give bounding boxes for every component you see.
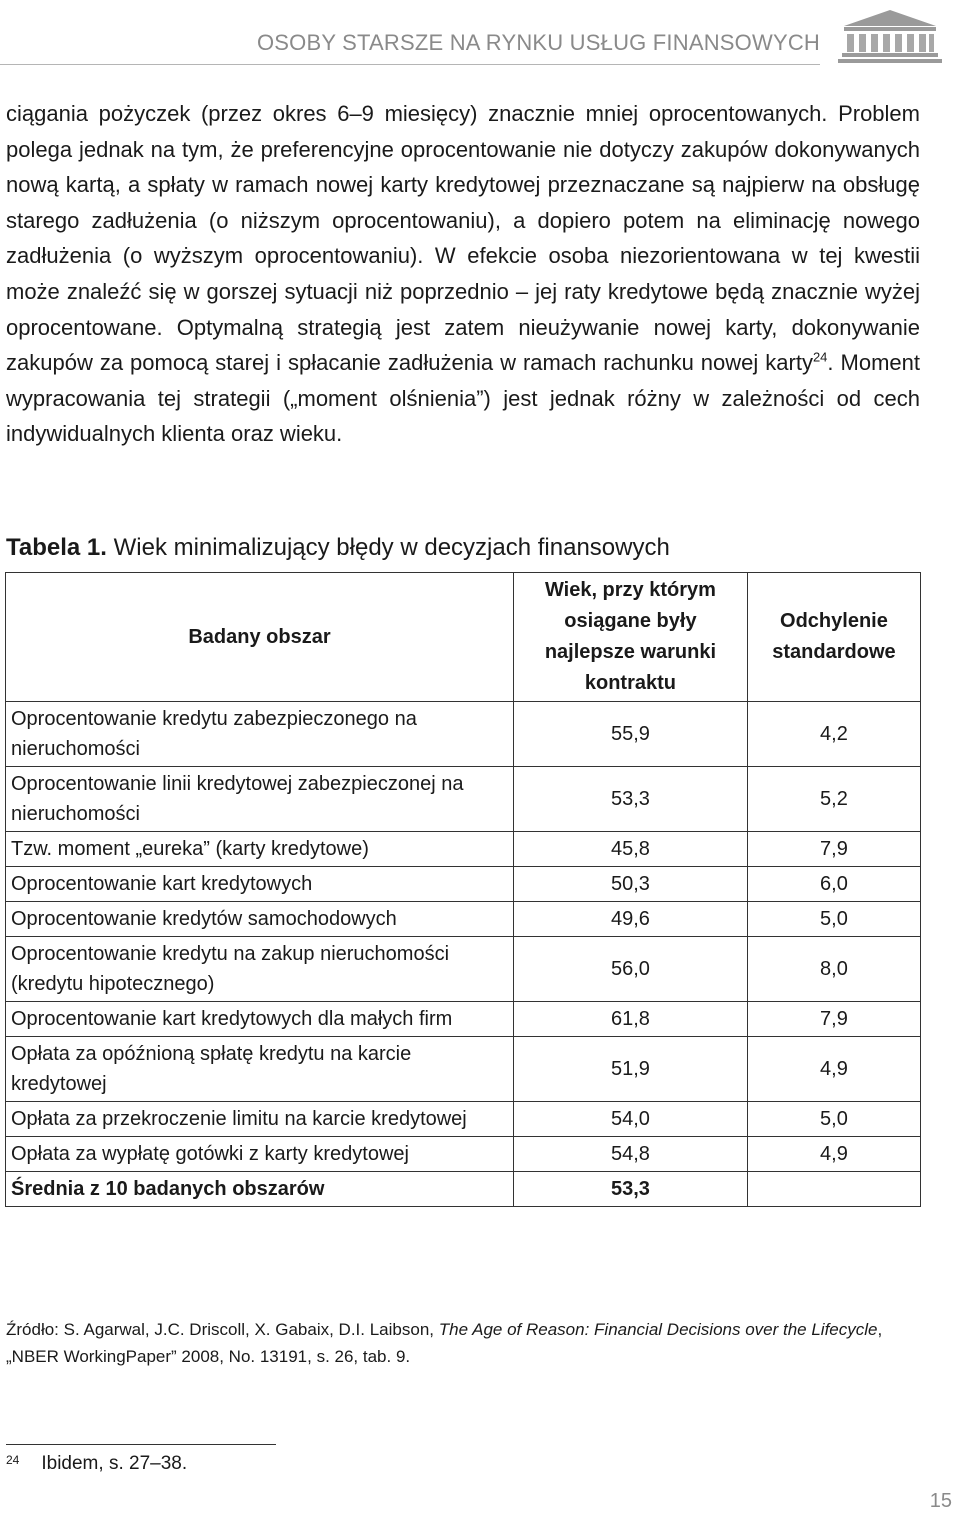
summary-sd (747, 1172, 920, 1207)
source-publication: , „NBER WorkingPaper” 2008, No. 13191, s. 26, tab. 9. (6, 1320, 883, 1366)
row-area: Oprocentowanie linii kredytowej zabezpieczonej na nieruchomości (6, 767, 514, 832)
row-sd: 4,9 (747, 1137, 920, 1172)
institution-building-icon (838, 6, 942, 64)
table-row (6, 1037, 921, 1102)
row-area: Opłata za wypłatę gotówki z karty kredytowej (6, 1137, 514, 1172)
row-sd: 4,2 (747, 702, 920, 767)
header-age: Wiek, przy którym osiągane były najlepsze warunki kontraktu (513, 573, 747, 702)
table-row (6, 832, 921, 867)
row-area: Oprocentowanie kart kredytowych (6, 867, 514, 902)
header-area: Badany obszar (6, 573, 514, 702)
row-area: Tzw. moment „eureka” (karty kredytowe) (6, 832, 514, 867)
footnote-rule (6, 1444, 276, 1445)
row-area: Oprocentowanie kredytu zabezpieczonego na nieruchomości (6, 702, 514, 767)
table-row (6, 1002, 921, 1037)
row-area: Opłata za przekroczenie limitu na karcie kredytowej (6, 1102, 514, 1137)
source-title: The Age of Reason: Financial Decisions over the Lifecycle (438, 1320, 878, 1339)
table-row (6, 867, 921, 902)
row-area: Oprocentowanie kart kredytowych dla małych firm (6, 1002, 514, 1037)
running-title: OSOBY STARSZE NA RYNKU USŁUG FINANSOWYCH (257, 30, 820, 55)
row-sd: 8,0 (747, 937, 920, 1002)
row-sd: 5,0 (747, 902, 920, 937)
table-row (6, 702, 921, 767)
table-row (6, 1137, 921, 1172)
row-age: 54,8 (513, 1137, 747, 1172)
paragraph-text-continued: . Moment wypracowania tej strategii („moment olśnienia”) jest jednak różny w zależności od cech indywidualnych klienta oraz wieku. (6, 350, 920, 447)
row-age: 61,8 (513, 1002, 747, 1037)
row-age: 53,3 (513, 767, 747, 832)
summary-area: Średnia z 10 badanych obszarów (6, 1172, 514, 1207)
table-row (6, 767, 921, 832)
row-sd: 5,2 (747, 767, 920, 832)
row-sd: 6,0 (747, 867, 920, 902)
source-authors: Źródło: S. Agarwal, J.C. Driscoll, X. Gabaix, D.I. Laibson, (6, 1320, 439, 1339)
page-number: 15 (929, 1490, 952, 1512)
summary-age: 53,3 (513, 1172, 747, 1207)
footnote-number: 24 (6, 1453, 20, 1467)
row-area: Opłata za opóźnioną spłatę kredytu na karcie kredytowej (6, 1037, 514, 1102)
header-rule (0, 64, 820, 65)
table-caption-text: Wiek minimalizujący błędy w decyzjach finansowych (106, 534, 670, 561)
row-age: 54,0 (513, 1102, 747, 1137)
age-table (5, 572, 921, 1207)
row-sd: 4,9 (747, 1037, 920, 1102)
row-age: 51,9 (513, 1037, 747, 1102)
page-header (0, 0, 960, 70)
row-area: Oprocentowanie kredytów samochodowych (6, 902, 514, 937)
header-sd: Odchylenie standardowe (747, 573, 920, 702)
row-sd: 7,9 (747, 1002, 920, 1037)
footnote (6, 1453, 187, 1475)
row-sd: 7,9 (747, 832, 920, 867)
footnote-text: Ibidem, s. 27–38. (41, 1453, 188, 1474)
table-row (6, 937, 921, 1002)
row-sd: 5,0 (747, 1102, 920, 1137)
table-source (6, 1316, 920, 1370)
row-age: 56,0 (513, 937, 747, 1002)
table-row (6, 902, 921, 937)
table-row (6, 1102, 921, 1137)
row-age: 45,8 (513, 832, 747, 867)
row-age: 50,3 (513, 867, 747, 902)
row-age: 49,6 (513, 902, 747, 937)
table-header-row (6, 573, 921, 702)
table-caption-label: Tabela 1. (6, 534, 107, 561)
paragraph-text: ciągania pożyczek (przez okres 6–9 miesięcy) znacznie mniej oprocentowanych. Problem polega jednak na tym, że preferencyjne oprocentowanie nie dotyczy zakupów dokonywanych nową kartą, a spłaty w ramach nowej karty kredytowej przeznaczane są najpierw na obsługę starego zadłużenia (o niższym oprocentowaniu), a dopiero potem na eliminację nowego zadłużenia (o wyższym oprocentowaniu). W efekcie osoba niezorientowana w tej kwestii może znaleźć się w gorszej sytuacji niż poprzednio – jej raty kredytowe będą znacznie wyżej oprocentowane. Optymalną strategią jest zatem nieużywanie nowej karty, dokonywanie zakupów za pomocą starej i spłacanie zadłużenia w ramach rachunku nowej karty (6, 101, 920, 376)
body-paragraph (6, 96, 920, 452)
row-area: Oprocentowanie kredytu na zakup nieruchomości (kredytu hipotecznego) (6, 937, 514, 1002)
row-age: 55,9 (513, 702, 747, 767)
footnote-reference: 24 (812, 349, 828, 365)
table-caption (6, 534, 670, 562)
table-summary-row (6, 1172, 921, 1207)
